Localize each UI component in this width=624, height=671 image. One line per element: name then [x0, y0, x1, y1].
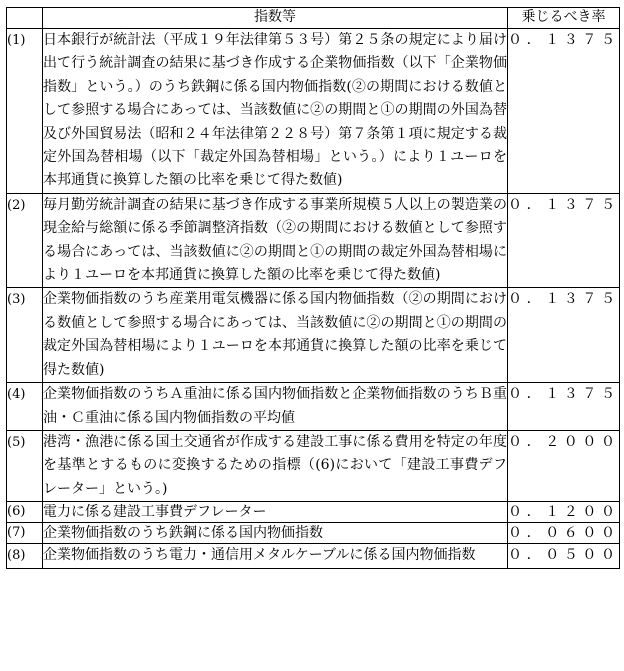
row-description: 企業物価指数のうち電力・通信用メタルケーブルに係る国内物価指数 — [43, 544, 508, 568]
row-rate: ０．１３７５ — [508, 383, 620, 431]
row-rate: ０．２０００ — [508, 430, 620, 501]
row-rate: ０．１３７５ — [508, 193, 620, 288]
row-number: (8) — [7, 544, 43, 568]
index-rate-table — [6, 7, 620, 569]
row-rate: ０．１３７５ — [508, 29, 620, 194]
row-number: (4) — [7, 383, 43, 431]
header-blank-cell — [7, 8, 43, 29]
row-description: 毎月勤労統計調査の結果に基づき作成する事業所規模５人以上の製造業の現金給与総額に係る季節調整済指数（②の期間における数値として参照する場合にあっては、当該数値に②の期間と①の期間の裁定外国為替相場により１ユーロを本邦通貨に換算した額の比率を乗じて得た数値) — [43, 193, 508, 288]
row-number: (7) — [7, 523, 43, 544]
table-row — [7, 502, 620, 523]
row-description: 企業物価指数のうちＡ重油に係る国内物価指数と企業物価指数のうちＢ重油・Ｃ重油に係る国内物価指数の平均値 — [43, 383, 508, 431]
row-number: (6) — [7, 502, 43, 523]
row-rate: ０．０５００ — [508, 544, 620, 568]
table-row — [7, 430, 620, 501]
row-number: (5) — [7, 430, 43, 501]
header-index: 指数等 — [43, 8, 508, 29]
row-description: 企業物価指数のうち鉄鋼に係る国内物価指数 — [43, 523, 508, 544]
row-description: 電力に係る建設工事費デフレーター — [43, 502, 508, 523]
header-rate: 乗じるべき率 — [508, 8, 620, 29]
row-description: 港湾・漁港に係る国土交通省が作成する建設工事に係る費用を特定の年度を基準とするものに変換するための指標（(6)において「建設工事費デフレーター」という。) — [43, 430, 508, 501]
row-rate: ０．１３７５ — [508, 288, 620, 383]
row-rate: ０．１２００ — [508, 502, 620, 523]
table-row — [7, 523, 620, 544]
table-row — [7, 544, 620, 568]
table-row — [7, 383, 620, 431]
row-rate: ０．０６００ — [508, 523, 620, 544]
table-header-row — [7, 8, 620, 29]
table-row — [7, 193, 620, 288]
table-row — [7, 29, 620, 194]
row-description: 日本銀行が統計法（平成１９年法律第５３号）第２５条の規定により届け出て行う統計調査の結果に基づき作成する企業物価指数（以下「企業物価指数」という。）のうち鉄鋼に係る国内物価指数(②の期間における数値として参照する場合にあっては、当該数値に②の期間と①の期間の外国為替及び外国貿易法（昭和２４年法律第２２８号）第７条第１項に規定する裁定外国為替相場（以下「裁定外国為替相場」という。）により１ユーロを本邦通貨に換算した額の比率を乗じて得た数値) — [43, 29, 508, 194]
table-row — [7, 288, 620, 383]
row-number: (1) — [7, 29, 43, 194]
row-number: (2) — [7, 193, 43, 288]
row-number: (3) — [7, 288, 43, 383]
row-description: 企業物価指数のうち産業用電気機器に係る国内物価指数（②の期間における数値として参照する場合にあっては、当該数値に②の期間と①の期間の裁定外国為替相場により１ユーロを本邦通貨に換算した額の比率を乗じて得た数値) — [43, 288, 508, 383]
